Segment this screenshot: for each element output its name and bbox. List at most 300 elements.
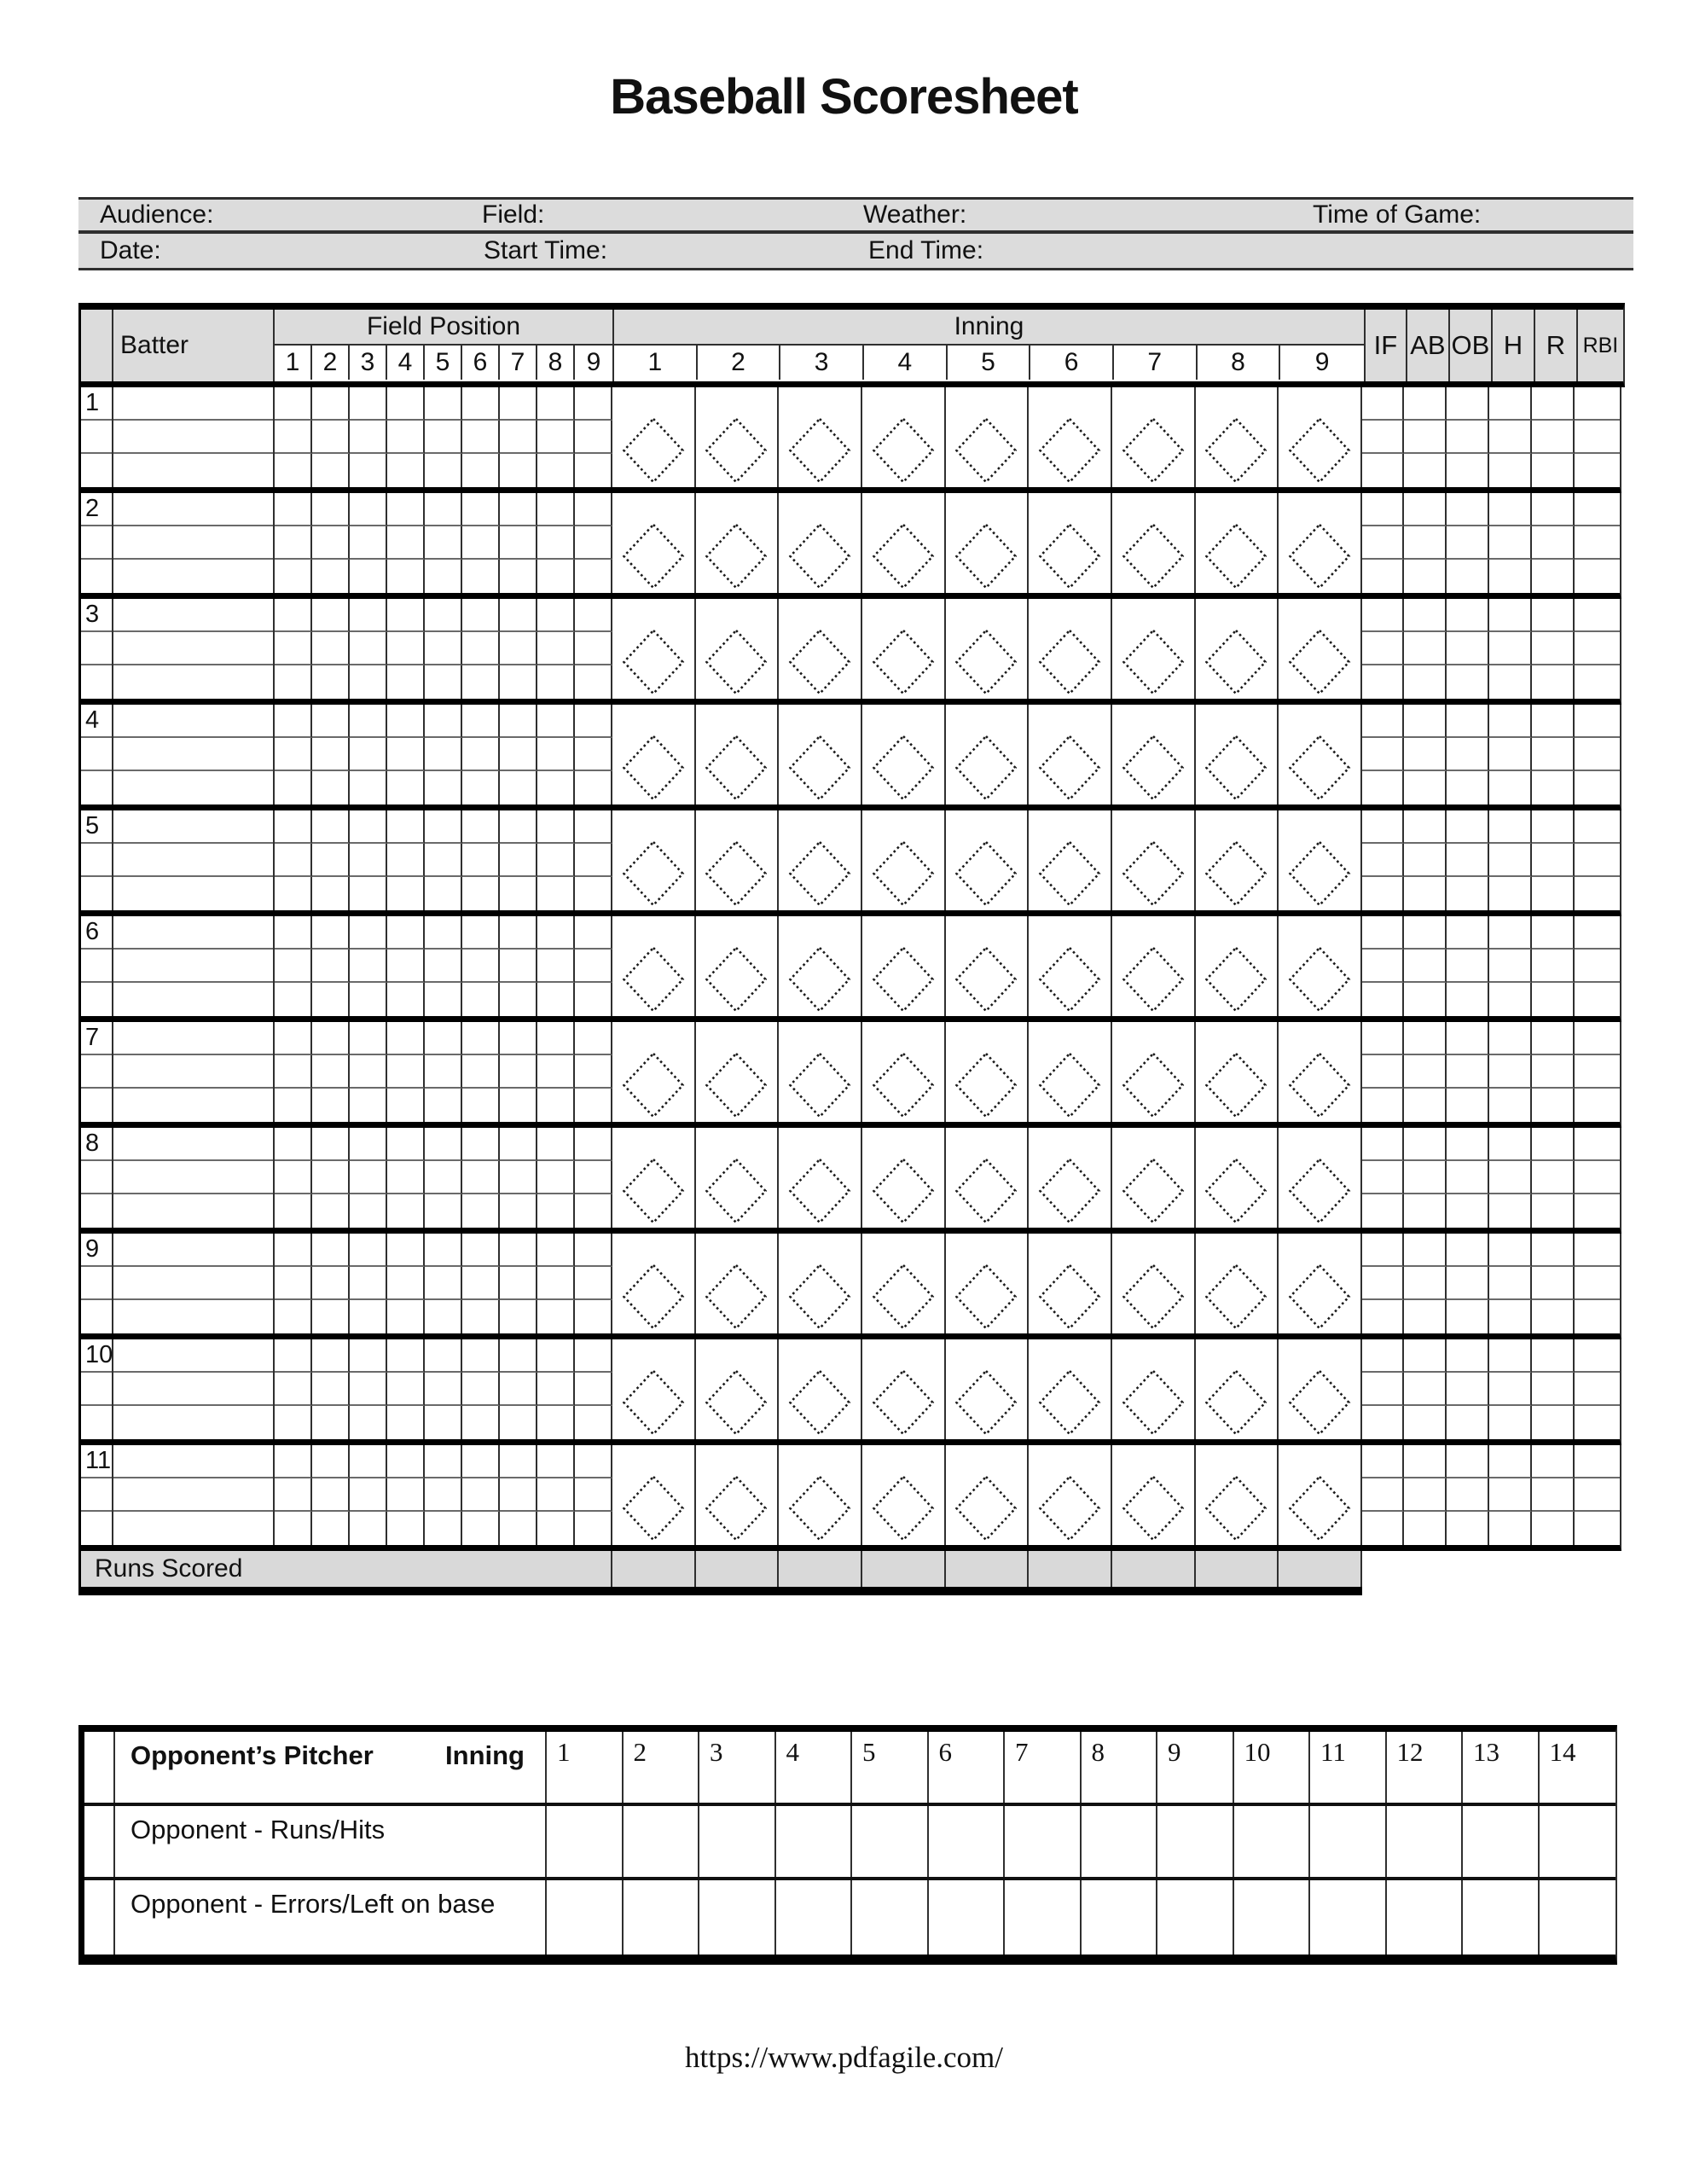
opponent-cell[interactable] bbox=[1234, 1806, 1311, 1877]
inning-scoring-cell[interactable] bbox=[779, 1128, 862, 1228]
stat-cell[interactable] bbox=[1404, 1267, 1447, 1300]
stat-cell[interactable] bbox=[1575, 421, 1620, 454]
stat-cell[interactable] bbox=[1532, 1161, 1575, 1194]
field-position-cell[interactable] bbox=[387, 705, 425, 738]
field-position-cell[interactable] bbox=[275, 1478, 312, 1512]
stat-cell[interactable] bbox=[1447, 387, 1489, 421]
stat-cell[interactable] bbox=[1575, 493, 1620, 526]
field-position-cell[interactable] bbox=[500, 1300, 537, 1333]
stat-cell[interactable] bbox=[1447, 916, 1489, 950]
stat-cell[interactable] bbox=[1404, 1406, 1447, 1439]
stat-cell[interactable] bbox=[1404, 844, 1447, 877]
field-position-cell[interactable] bbox=[462, 1161, 500, 1194]
field-position-cell[interactable] bbox=[312, 493, 350, 526]
stat-cell[interactable] bbox=[1575, 454, 1620, 487]
stat-cell[interactable] bbox=[1447, 1445, 1489, 1478]
field-position-cell[interactable] bbox=[387, 738, 425, 771]
stat-cell[interactable] bbox=[1362, 1022, 1404, 1055]
field-position-cell[interactable] bbox=[537, 421, 575, 454]
inning-scoring-cell[interactable] bbox=[1279, 1339, 1362, 1439]
batter-name-cell[interactable] bbox=[113, 493, 273, 526]
field-position-cell[interactable] bbox=[425, 1512, 462, 1545]
field-position-cell[interactable] bbox=[537, 1512, 575, 1545]
field-position-cell[interactable] bbox=[575, 1022, 612, 1055]
stat-cell[interactable] bbox=[1362, 1089, 1404, 1122]
field-position-cell[interactable] bbox=[462, 665, 500, 699]
inning-scoring-cell[interactable] bbox=[696, 1339, 780, 1439]
field-position-cell[interactable] bbox=[462, 421, 500, 454]
batter-name-cell[interactable] bbox=[113, 738, 273, 771]
field-position-cell[interactable] bbox=[275, 1339, 312, 1373]
opponent-cell[interactable] bbox=[624, 1806, 700, 1877]
field-position-cell[interactable] bbox=[350, 1339, 387, 1373]
field-position-cell[interactable] bbox=[425, 983, 462, 1016]
stat-cell[interactable] bbox=[1404, 421, 1447, 454]
opponent-cell[interactable] bbox=[1234, 1880, 1311, 1955]
inning-scoring-cell[interactable] bbox=[1029, 916, 1112, 1016]
stat-cell[interactable] bbox=[1447, 950, 1489, 983]
field-position-cell[interactable] bbox=[500, 1128, 537, 1161]
field-position-cell[interactable] bbox=[425, 771, 462, 804]
runs-scored-cell[interactable] bbox=[696, 1551, 780, 1587]
field-position-cell[interactable] bbox=[537, 1339, 575, 1373]
field-position-cell[interactable] bbox=[500, 983, 537, 1016]
field-position-cell[interactable] bbox=[425, 1234, 462, 1267]
inning-scoring-cell[interactable] bbox=[862, 1445, 946, 1545]
field-position-cell[interactable] bbox=[462, 493, 500, 526]
field-position-cell[interactable] bbox=[537, 738, 575, 771]
inning-scoring-cell[interactable] bbox=[1279, 916, 1362, 1016]
stat-cell[interactable] bbox=[1532, 1128, 1575, 1161]
stat-cell[interactable] bbox=[1362, 1300, 1404, 1333]
inning-scoring-cell[interactable] bbox=[779, 1022, 862, 1122]
field-position-cell[interactable] bbox=[537, 1161, 575, 1194]
field-position-cell[interactable] bbox=[387, 1128, 425, 1161]
stat-cell[interactable] bbox=[1575, 1373, 1620, 1406]
inning-scoring-cell[interactable] bbox=[779, 705, 862, 804]
inning-scoring-cell[interactable] bbox=[1279, 1234, 1362, 1333]
stat-cell[interactable] bbox=[1575, 1300, 1620, 1333]
stat-cell[interactable] bbox=[1489, 665, 1532, 699]
stat-cell[interactable] bbox=[1447, 1194, 1489, 1228]
field-position-cell[interactable] bbox=[425, 560, 462, 593]
field-position-cell[interactable] bbox=[575, 844, 612, 877]
field-position-cell[interactable] bbox=[500, 844, 537, 877]
stat-cell[interactable] bbox=[1362, 1234, 1404, 1267]
field-position-cell[interactable] bbox=[275, 1234, 312, 1267]
stat-cell[interactable] bbox=[1362, 665, 1404, 699]
field-position-cell[interactable] bbox=[312, 599, 350, 632]
inning-scoring-cell[interactable] bbox=[696, 810, 780, 910]
field-position-cell[interactable] bbox=[387, 560, 425, 593]
field-position-cell[interactable] bbox=[350, 1022, 387, 1055]
field-position-cell[interactable] bbox=[387, 916, 425, 950]
field-position-cell[interactable] bbox=[387, 1300, 425, 1333]
field-position-cell[interactable] bbox=[462, 560, 500, 593]
stat-cell[interactable] bbox=[1575, 916, 1620, 950]
stat-cell[interactable] bbox=[1575, 599, 1620, 632]
inning-scoring-cell[interactable] bbox=[696, 1234, 780, 1333]
inning-scoring-cell[interactable] bbox=[862, 1234, 946, 1333]
inning-scoring-cell[interactable] bbox=[1029, 1339, 1112, 1439]
stat-cell[interactable] bbox=[1575, 1161, 1620, 1194]
batter-name-cell[interactable] bbox=[113, 1445, 273, 1478]
field-position-cell[interactable] bbox=[350, 916, 387, 950]
stat-cell[interactable] bbox=[1575, 387, 1620, 421]
field-position-cell[interactable] bbox=[425, 1300, 462, 1333]
inning-scoring-cell[interactable] bbox=[779, 916, 862, 1016]
field-position-cell[interactable] bbox=[425, 1445, 462, 1478]
stat-cell[interactable] bbox=[1404, 1128, 1447, 1161]
inning-scoring-cell[interactable] bbox=[612, 599, 696, 699]
stat-cell[interactable] bbox=[1489, 1055, 1532, 1089]
stat-cell[interactable] bbox=[1575, 1234, 1620, 1267]
inning-scoring-cell[interactable] bbox=[946, 1234, 1030, 1333]
field-position-cell[interactable] bbox=[275, 844, 312, 877]
inning-scoring-cell[interactable] bbox=[862, 810, 946, 910]
field-position-cell[interactable] bbox=[312, 1267, 350, 1300]
field-position-cell[interactable] bbox=[575, 1339, 612, 1373]
batter-name-cell[interactable] bbox=[113, 983, 273, 1016]
field-position-cell[interactable] bbox=[312, 1234, 350, 1267]
batter-name-cell[interactable] bbox=[113, 1194, 273, 1228]
stat-cell[interactable] bbox=[1447, 1022, 1489, 1055]
inning-scoring-cell[interactable] bbox=[1112, 387, 1196, 487]
stat-cell[interactable] bbox=[1447, 1478, 1489, 1512]
stat-cell[interactable] bbox=[1575, 950, 1620, 983]
stat-cell[interactable] bbox=[1404, 1234, 1447, 1267]
stat-cell[interactable] bbox=[1447, 665, 1489, 699]
stat-cell[interactable] bbox=[1362, 1267, 1404, 1300]
field-position-cell[interactable] bbox=[462, 387, 500, 421]
batter-name-cell[interactable] bbox=[113, 599, 273, 632]
field-position-cell[interactable] bbox=[537, 705, 575, 738]
field-position-cell[interactable] bbox=[462, 599, 500, 632]
field-position-cell[interactable] bbox=[462, 705, 500, 738]
field-position-cell[interactable] bbox=[537, 1055, 575, 1089]
batter-name-cell[interactable] bbox=[113, 1373, 273, 1406]
field-position-cell[interactable] bbox=[425, 916, 462, 950]
stat-cell[interactable] bbox=[1362, 560, 1404, 593]
field-position-cell[interactable] bbox=[350, 632, 387, 665]
batter-name-cell[interactable] bbox=[113, 916, 273, 950]
field-position-cell[interactable] bbox=[537, 1089, 575, 1122]
opponent-cell[interactable] bbox=[547, 1806, 624, 1877]
field-position-cell[interactable] bbox=[275, 560, 312, 593]
field-position-cell[interactable] bbox=[275, 632, 312, 665]
field-position-cell[interactable] bbox=[387, 1339, 425, 1373]
inning-scoring-cell[interactable] bbox=[1112, 599, 1196, 699]
field-position-cell[interactable] bbox=[575, 705, 612, 738]
field-position-cell[interactable] bbox=[462, 1055, 500, 1089]
field-position-cell[interactable] bbox=[387, 665, 425, 699]
field-position-cell[interactable] bbox=[425, 526, 462, 560]
stat-cell[interactable] bbox=[1532, 1406, 1575, 1439]
field-position-cell[interactable] bbox=[312, 387, 350, 421]
inning-scoring-cell[interactable] bbox=[696, 1022, 780, 1122]
runs-scored-cell[interactable] bbox=[612, 1551, 696, 1587]
field-position-cell[interactable] bbox=[575, 1300, 612, 1333]
field-position-cell[interactable] bbox=[275, 1055, 312, 1089]
field-position-cell[interactable] bbox=[500, 1234, 537, 1267]
field-position-cell[interactable] bbox=[537, 493, 575, 526]
inning-scoring-cell[interactable] bbox=[946, 916, 1030, 1016]
field-position-cell[interactable] bbox=[425, 1406, 462, 1439]
field-position-cell[interactable] bbox=[575, 421, 612, 454]
stat-cell[interactable] bbox=[1489, 1234, 1532, 1267]
field-position-cell[interactable] bbox=[387, 599, 425, 632]
runs-scored-cell[interactable] bbox=[862, 1551, 946, 1587]
inning-scoring-cell[interactable] bbox=[1196, 1234, 1279, 1333]
field-position-cell[interactable] bbox=[575, 632, 612, 665]
stat-cell[interactable] bbox=[1362, 454, 1404, 487]
field-position-cell[interactable] bbox=[275, 1089, 312, 1122]
field-position-cell[interactable] bbox=[537, 387, 575, 421]
stat-cell[interactable] bbox=[1575, 526, 1620, 560]
field-position-cell[interactable] bbox=[275, 665, 312, 699]
stat-cell[interactable] bbox=[1532, 877, 1575, 910]
field-position-cell[interactable] bbox=[425, 599, 462, 632]
inning-scoring-cell[interactable] bbox=[696, 1128, 780, 1228]
stat-cell[interactable] bbox=[1575, 1089, 1620, 1122]
stat-cell[interactable] bbox=[1362, 1406, 1404, 1439]
field-position-cell[interactable] bbox=[387, 983, 425, 1016]
inning-scoring-cell[interactable] bbox=[1029, 599, 1112, 699]
field-position-cell[interactable] bbox=[500, 632, 537, 665]
field-position-cell[interactable] bbox=[425, 454, 462, 487]
stat-cell[interactable] bbox=[1575, 810, 1620, 844]
field-position-cell[interactable] bbox=[275, 1445, 312, 1478]
field-position-cell[interactable] bbox=[575, 1267, 612, 1300]
field-position-cell[interactable] bbox=[425, 844, 462, 877]
field-position-cell[interactable] bbox=[500, 810, 537, 844]
inning-scoring-cell[interactable] bbox=[946, 705, 1030, 804]
field-position-cell[interactable] bbox=[537, 950, 575, 983]
stat-cell[interactable] bbox=[1404, 1445, 1447, 1478]
stat-cell[interactable] bbox=[1489, 1089, 1532, 1122]
opponent-cell[interactable] bbox=[929, 1806, 1006, 1877]
field-position-cell[interactable] bbox=[312, 950, 350, 983]
inning-scoring-cell[interactable] bbox=[1112, 1234, 1196, 1333]
runs-scored-cell[interactable] bbox=[946, 1551, 1030, 1587]
field-position-cell[interactable] bbox=[350, 810, 387, 844]
field-position-cell[interactable] bbox=[350, 771, 387, 804]
field-position-cell[interactable] bbox=[350, 665, 387, 699]
opponent-cell[interactable] bbox=[776, 1806, 853, 1877]
field-position-cell[interactable] bbox=[425, 1339, 462, 1373]
inning-scoring-cell[interactable] bbox=[1029, 705, 1112, 804]
field-position-cell[interactable] bbox=[350, 983, 387, 1016]
batter-name-cell[interactable] bbox=[113, 387, 273, 421]
stat-cell[interactable] bbox=[1489, 1194, 1532, 1228]
stat-cell[interactable] bbox=[1489, 560, 1532, 593]
field-position-cell[interactable] bbox=[537, 1478, 575, 1512]
stat-cell[interactable] bbox=[1404, 877, 1447, 910]
stat-cell[interactable] bbox=[1404, 1089, 1447, 1122]
field-position-cell[interactable] bbox=[312, 1055, 350, 1089]
stat-cell[interactable] bbox=[1404, 1339, 1447, 1373]
field-position-cell[interactable] bbox=[350, 1055, 387, 1089]
field-position-cell[interactable] bbox=[312, 1022, 350, 1055]
field-position-cell[interactable] bbox=[575, 1194, 612, 1228]
inning-scoring-cell[interactable] bbox=[1279, 705, 1362, 804]
field-position-cell[interactable] bbox=[387, 1089, 425, 1122]
inning-scoring-cell[interactable] bbox=[696, 705, 780, 804]
stat-cell[interactable] bbox=[1489, 1267, 1532, 1300]
stat-cell[interactable] bbox=[1575, 705, 1620, 738]
stat-cell[interactable] bbox=[1489, 844, 1532, 877]
stat-cell[interactable] bbox=[1362, 1055, 1404, 1089]
field-position-cell[interactable] bbox=[500, 1478, 537, 1512]
field-position-cell[interactable] bbox=[350, 1128, 387, 1161]
field-position-cell[interactable] bbox=[425, 1128, 462, 1161]
batter-name-cell[interactable] bbox=[113, 1161, 273, 1194]
stat-cell[interactable] bbox=[1404, 665, 1447, 699]
inning-scoring-cell[interactable] bbox=[1029, 1022, 1112, 1122]
field-position-cell[interactable] bbox=[462, 1373, 500, 1406]
field-position-cell[interactable] bbox=[537, 1373, 575, 1406]
field-position-cell[interactable] bbox=[425, 810, 462, 844]
stat-cell[interactable] bbox=[1404, 1022, 1447, 1055]
stat-cell[interactable] bbox=[1447, 771, 1489, 804]
batter-name-cell[interactable] bbox=[113, 1478, 273, 1512]
field-position-cell[interactable] bbox=[275, 1128, 312, 1161]
field-position-cell[interactable] bbox=[387, 1194, 425, 1228]
stat-cell[interactable] bbox=[1489, 1478, 1532, 1512]
field-position-cell[interactable] bbox=[537, 1234, 575, 1267]
stat-cell[interactable] bbox=[1489, 983, 1532, 1016]
inning-scoring-cell[interactable] bbox=[1196, 1022, 1279, 1122]
opponent-cell[interactable] bbox=[1005, 1806, 1082, 1877]
field-position-cell[interactable] bbox=[537, 877, 575, 910]
footer-link[interactable]: https://www.pdfagile.com/ bbox=[685, 2041, 1003, 2074]
field-position-cell[interactable] bbox=[575, 1406, 612, 1439]
field-position-cell[interactable] bbox=[387, 1055, 425, 1089]
field-position-cell[interactable] bbox=[387, 421, 425, 454]
field-position-cell[interactable] bbox=[312, 560, 350, 593]
field-position-cell[interactable] bbox=[425, 1478, 462, 1512]
field-position-cell[interactable] bbox=[350, 560, 387, 593]
stat-cell[interactable] bbox=[1404, 738, 1447, 771]
inning-scoring-cell[interactable] bbox=[1112, 916, 1196, 1016]
stat-cell[interactable] bbox=[1362, 1339, 1404, 1373]
stat-cell[interactable] bbox=[1489, 877, 1532, 910]
field-position-cell[interactable] bbox=[312, 421, 350, 454]
stat-cell[interactable] bbox=[1575, 844, 1620, 877]
field-position-cell[interactable] bbox=[575, 1373, 612, 1406]
stat-cell[interactable] bbox=[1532, 1445, 1575, 1478]
inning-scoring-cell[interactable] bbox=[612, 1234, 696, 1333]
field-position-cell[interactable] bbox=[275, 526, 312, 560]
field-position-cell[interactable] bbox=[575, 916, 612, 950]
stat-cell[interactable] bbox=[1575, 560, 1620, 593]
inning-scoring-cell[interactable] bbox=[779, 1234, 862, 1333]
inning-scoring-cell[interactable] bbox=[612, 387, 696, 487]
inning-scoring-cell[interactable] bbox=[862, 387, 946, 487]
runs-scored-cell[interactable] bbox=[1029, 1551, 1112, 1587]
stat-cell[interactable] bbox=[1532, 1267, 1575, 1300]
stat-cell[interactable] bbox=[1362, 1128, 1404, 1161]
stat-cell[interactable] bbox=[1362, 526, 1404, 560]
field-position-cell[interactable] bbox=[500, 560, 537, 593]
field-position-cell[interactable] bbox=[462, 1478, 500, 1512]
inning-scoring-cell[interactable] bbox=[1279, 599, 1362, 699]
inning-scoring-cell[interactable] bbox=[1029, 1128, 1112, 1228]
stat-cell[interactable] bbox=[1404, 950, 1447, 983]
batter-name-cell[interactable] bbox=[113, 1234, 273, 1267]
stat-cell[interactable] bbox=[1362, 1445, 1404, 1478]
field-position-cell[interactable] bbox=[312, 1300, 350, 1333]
field-position-cell[interactable] bbox=[537, 1406, 575, 1439]
field-position-cell[interactable] bbox=[387, 877, 425, 910]
field-position-cell[interactable] bbox=[537, 599, 575, 632]
stat-cell[interactable] bbox=[1404, 1161, 1447, 1194]
stat-cell[interactable] bbox=[1575, 1128, 1620, 1161]
field-position-cell[interactable] bbox=[500, 1194, 537, 1228]
stat-cell[interactable] bbox=[1447, 560, 1489, 593]
batter-name-cell[interactable] bbox=[113, 705, 273, 738]
stat-cell[interactable] bbox=[1447, 1406, 1489, 1439]
stat-cell[interactable] bbox=[1447, 632, 1489, 665]
field-position-cell[interactable] bbox=[312, 1445, 350, 1478]
field-position-cell[interactable] bbox=[387, 1406, 425, 1439]
field-position-cell[interactable] bbox=[425, 877, 462, 910]
field-position-cell[interactable] bbox=[312, 526, 350, 560]
field-position-cell[interactable] bbox=[462, 1194, 500, 1228]
inning-scoring-cell[interactable] bbox=[1196, 1445, 1279, 1545]
inning-scoring-cell[interactable] bbox=[696, 599, 780, 699]
field-position-cell[interactable] bbox=[312, 1161, 350, 1194]
field-position-cell[interactable] bbox=[425, 1022, 462, 1055]
stat-cell[interactable] bbox=[1489, 1512, 1532, 1545]
stat-cell[interactable] bbox=[1532, 1194, 1575, 1228]
field-position-cell[interactable] bbox=[312, 665, 350, 699]
field-position-cell[interactable] bbox=[500, 387, 537, 421]
field-position-cell[interactable] bbox=[387, 1161, 425, 1194]
field-position-cell[interactable] bbox=[350, 526, 387, 560]
field-position-cell[interactable] bbox=[312, 1089, 350, 1122]
field-position-cell[interactable] bbox=[387, 844, 425, 877]
field-position-cell[interactable] bbox=[275, 387, 312, 421]
field-position-cell[interactable] bbox=[312, 916, 350, 950]
field-position-cell[interactable] bbox=[575, 877, 612, 910]
field-position-cell[interactable] bbox=[537, 632, 575, 665]
field-position-cell[interactable] bbox=[387, 1022, 425, 1055]
stat-cell[interactable] bbox=[1532, 493, 1575, 526]
stat-cell[interactable] bbox=[1489, 1373, 1532, 1406]
field-position-cell[interactable] bbox=[462, 632, 500, 665]
stat-cell[interactable] bbox=[1575, 1055, 1620, 1089]
batter-name-cell[interactable] bbox=[113, 1089, 273, 1122]
inning-scoring-cell[interactable] bbox=[946, 1022, 1030, 1122]
stat-cell[interactable] bbox=[1489, 1161, 1532, 1194]
stat-cell[interactable] bbox=[1362, 738, 1404, 771]
field-position-cell[interactable] bbox=[387, 1478, 425, 1512]
field-position-cell[interactable] bbox=[575, 1234, 612, 1267]
inning-scoring-cell[interactable] bbox=[862, 916, 946, 1016]
inning-scoring-cell[interactable] bbox=[1196, 1339, 1279, 1439]
opponent-cell[interactable] bbox=[1387, 1880, 1464, 1955]
inning-scoring-cell[interactable] bbox=[1279, 493, 1362, 593]
inning-scoring-cell[interactable] bbox=[612, 916, 696, 1016]
stat-cell[interactable] bbox=[1362, 916, 1404, 950]
field-position-cell[interactable] bbox=[462, 877, 500, 910]
field-position-cell[interactable] bbox=[537, 810, 575, 844]
stat-cell[interactable] bbox=[1489, 771, 1532, 804]
field-position-cell[interactable] bbox=[275, 877, 312, 910]
field-position-cell[interactable] bbox=[350, 1194, 387, 1228]
field-position-cell[interactable] bbox=[350, 705, 387, 738]
